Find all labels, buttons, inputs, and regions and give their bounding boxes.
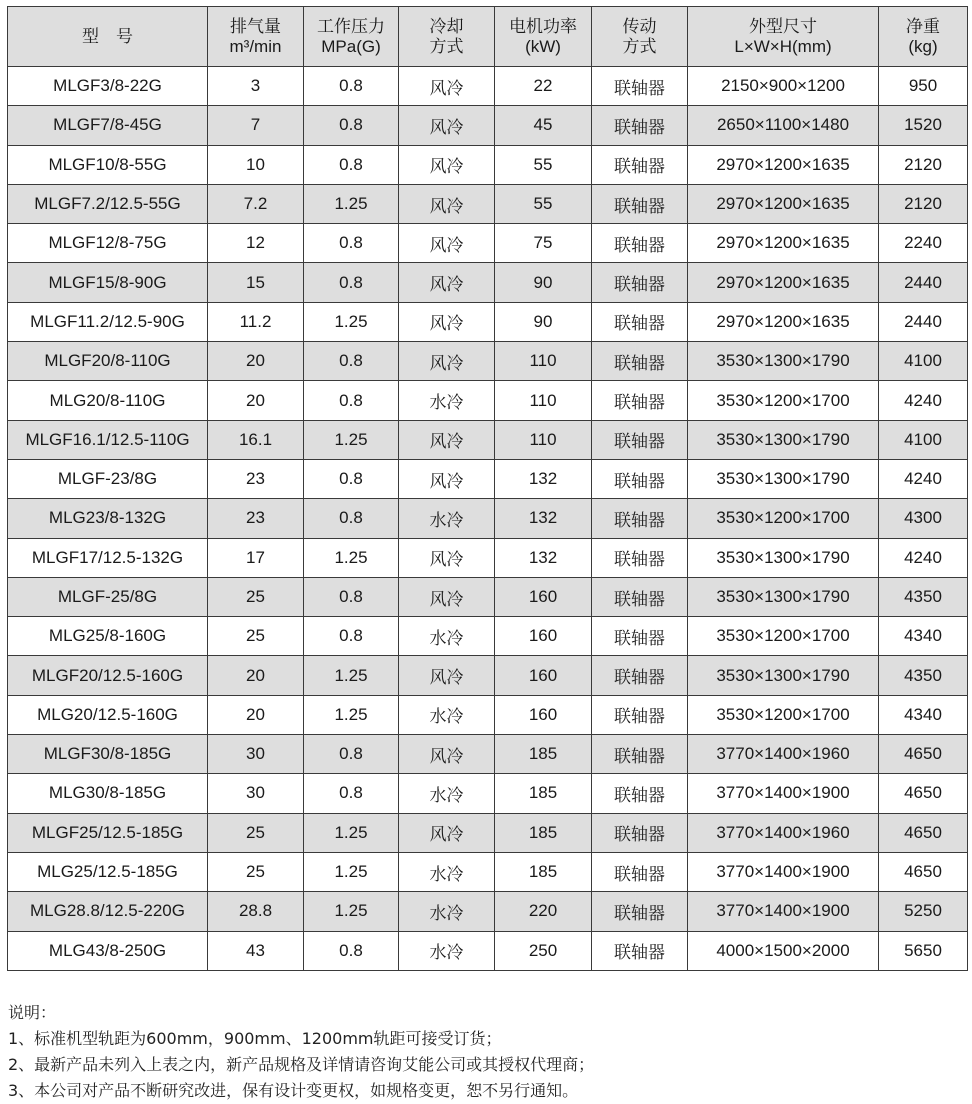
cell-flow: 20 — [208, 381, 304, 420]
cell-dimensions: 3530×1200×1700 — [688, 381, 879, 420]
cell-flow: 17 — [208, 538, 304, 577]
cell-drive: 联轴器 — [592, 774, 688, 813]
cell-power: 160 — [495, 617, 592, 656]
cell-dimensions: 3770×1400×1960 — [688, 735, 879, 774]
cell-weight: 4350 — [879, 577, 968, 616]
cell-drive: 联轴器 — [592, 656, 688, 695]
cell-weight: 4100 — [879, 420, 968, 459]
cell-weight: 1520 — [879, 106, 968, 145]
cell-dimensions: 3530×1300×1790 — [688, 420, 879, 459]
header-weight-line1: 净重 — [906, 16, 940, 36]
cell-dimensions: 2970×1200×1635 — [688, 145, 879, 184]
cell-drive: 联轴器 — [592, 145, 688, 184]
header-power-line2: (kW) — [525, 36, 561, 56]
table-row — [8, 656, 968, 695]
cell-drive: 联轴器 — [592, 342, 688, 381]
table-row — [8, 145, 968, 184]
cell-dimensions: 3530×1300×1790 — [688, 656, 879, 695]
cell-cooling: 风冷 — [399, 342, 495, 381]
cell-drive: 联轴器 — [592, 852, 688, 891]
header-pressure-line1: 工作压力 — [317, 16, 385, 36]
table-row — [8, 499, 968, 538]
cell-flow: 10 — [208, 145, 304, 184]
cell-dimensions: 3530×1300×1790 — [688, 342, 879, 381]
cell-weight: 2120 — [879, 184, 968, 223]
cell-flow: 25 — [208, 852, 304, 891]
table-row — [8, 538, 968, 577]
cell-drive: 联轴器 — [592, 538, 688, 577]
cell-model: MLGF3/8-22G — [8, 67, 208, 106]
cell-pressure: 1.25 — [304, 892, 399, 931]
cell-power: 132 — [495, 499, 592, 538]
cell-power: 110 — [495, 381, 592, 420]
cell-flow: 23 — [208, 459, 304, 498]
cell-dimensions: 2150×900×1200 — [688, 67, 879, 106]
cell-model: MLGF15/8-90G — [8, 263, 208, 302]
cell-power: 185 — [495, 852, 592, 891]
cell-drive: 联轴器 — [592, 67, 688, 106]
header-weight-line2: (kg) — [908, 36, 938, 56]
table-row — [8, 892, 968, 931]
cell-weight: 5250 — [879, 892, 968, 931]
header-flow — [208, 7, 304, 67]
cell-weight: 2120 — [879, 145, 968, 184]
cell-model: MLG20/8-110G — [8, 381, 208, 420]
header-pressure — [304, 7, 399, 67]
cell-model: MLGF20/12.5-160G — [8, 656, 208, 695]
cell-pressure: 0.8 — [304, 263, 399, 302]
cell-dimensions: 3770×1400×1900 — [688, 774, 879, 813]
cell-weight: 2440 — [879, 263, 968, 302]
cell-model: MLG25/8-160G — [8, 617, 208, 656]
cell-drive: 联轴器 — [592, 302, 688, 341]
header-row — [8, 7, 968, 67]
cell-drive: 联轴器 — [592, 695, 688, 734]
cell-dimensions: 2970×1200×1635 — [688, 224, 879, 263]
cell-flow: 20 — [208, 342, 304, 381]
cell-dimensions: 4000×1500×2000 — [688, 931, 879, 970]
cell-power: 132 — [495, 538, 592, 577]
cell-flow: 25 — [208, 577, 304, 616]
cell-power: 55 — [495, 184, 592, 223]
cell-model: MLGF11.2/12.5-90G — [8, 302, 208, 341]
cell-flow: 30 — [208, 735, 304, 774]
cell-power: 160 — [495, 656, 592, 695]
cell-model: MLG43/8-250G — [8, 931, 208, 970]
cell-cooling: 水冷 — [399, 774, 495, 813]
cell-weight: 4350 — [879, 656, 968, 695]
cell-cooling: 水冷 — [399, 499, 495, 538]
cell-power: 160 — [495, 577, 592, 616]
cell-drive: 联轴器 — [592, 931, 688, 970]
cell-power: 55 — [495, 145, 592, 184]
cell-drive: 联轴器 — [592, 892, 688, 931]
table-row — [8, 459, 968, 498]
table-row — [8, 813, 968, 852]
cell-drive: 联轴器 — [592, 420, 688, 459]
header-model — [8, 7, 208, 67]
cell-pressure: 0.8 — [304, 459, 399, 498]
cell-pressure: 1.25 — [304, 420, 399, 459]
cell-dimensions: 3770×1400×1900 — [688, 852, 879, 891]
cell-model: MLGF17/12.5-132G — [8, 538, 208, 577]
cell-pressure: 1.25 — [304, 852, 399, 891]
cell-flow: 20 — [208, 656, 304, 695]
cell-power: 185 — [495, 813, 592, 852]
cell-power: 185 — [495, 774, 592, 813]
cell-model: MLGF12/8-75G — [8, 224, 208, 263]
cell-dimensions: 3530×1300×1790 — [688, 577, 879, 616]
cell-cooling: 风冷 — [399, 459, 495, 498]
cell-drive: 联轴器 — [592, 735, 688, 774]
cell-drive: 联轴器 — [592, 459, 688, 498]
cell-flow: 30 — [208, 774, 304, 813]
cell-pressure: 1.25 — [304, 813, 399, 852]
cell-pressure: 1.25 — [304, 538, 399, 577]
cell-flow: 7.2 — [208, 184, 304, 223]
cell-drive: 联轴器 — [592, 577, 688, 616]
cell-model: MLG30/8-185G — [8, 774, 208, 813]
cell-model: MLGF30/8-185G — [8, 735, 208, 774]
table-row — [8, 577, 968, 616]
cell-weight: 5650 — [879, 931, 968, 970]
header-drive-line2: 方式 — [622, 36, 657, 56]
table-row — [8, 774, 968, 813]
cell-pressure: 0.8 — [304, 67, 399, 106]
spec-table — [7, 6, 968, 971]
header-cooling-line1: 冷却 — [429, 16, 464, 36]
cell-pressure: 1.25 — [304, 184, 399, 223]
cell-dimensions: 2970×1200×1635 — [688, 263, 879, 302]
cell-pressure: 0.8 — [304, 735, 399, 774]
cell-dimensions: 3530×1200×1700 — [688, 617, 879, 656]
cell-cooling: 风冷 — [399, 302, 495, 341]
cell-cooling: 水冷 — [399, 617, 495, 656]
note-item-1: 1、标准机型轨距为600mm，900mm、1200mm轨距可接受订货； — [8, 1029, 502, 1048]
cell-drive: 联轴器 — [592, 224, 688, 263]
cell-weight: 4340 — [879, 617, 968, 656]
cell-cooling: 水冷 — [399, 892, 495, 931]
cell-drive: 联轴器 — [592, 184, 688, 223]
cell-cooling: 风冷 — [399, 145, 495, 184]
cell-drive: 联轴器 — [592, 617, 688, 656]
table-body — [8, 67, 968, 971]
cell-drive: 联轴器 — [592, 813, 688, 852]
cell-model: MLGF7.2/12.5-55G — [8, 184, 208, 223]
cell-power: 110 — [495, 420, 592, 459]
notes — [8, 1000, 594, 1104]
cell-power: 185 — [495, 735, 592, 774]
cell-weight: 4650 — [879, 735, 968, 774]
cell-cooling: 水冷 — [399, 931, 495, 970]
table-row — [8, 342, 968, 381]
table-row — [8, 381, 968, 420]
cell-power: 22 — [495, 67, 592, 106]
table-header — [8, 7, 968, 67]
header-flow-line2: m³/min — [229, 36, 282, 56]
cell-cooling: 风冷 — [399, 67, 495, 106]
cell-cooling: 水冷 — [399, 381, 495, 420]
cell-dimensions: 3530×1200×1700 — [688, 499, 879, 538]
cell-dimensions: 3770×1400×1900 — [688, 892, 879, 931]
cell-power: 90 — [495, 263, 592, 302]
table-row — [8, 184, 968, 223]
cell-drive: 联轴器 — [592, 263, 688, 302]
header-cooling-line2: 方式 — [429, 36, 464, 56]
cell-power: 90 — [495, 302, 592, 341]
cell-flow: 25 — [208, 617, 304, 656]
header-drive-line1: 传动 — [622, 16, 657, 36]
cell-model: MLGF20/8-110G — [8, 342, 208, 381]
cell-pressure: 0.8 — [304, 145, 399, 184]
cell-flow: 11.2 — [208, 302, 304, 341]
cell-cooling: 风冷 — [399, 577, 495, 616]
cell-dimensions: 3770×1400×1960 — [688, 813, 879, 852]
cell-cooling: 风冷 — [399, 263, 495, 302]
table-row — [8, 735, 968, 774]
cell-model: MLG25/12.5-185G — [8, 852, 208, 891]
cell-drive: 联轴器 — [592, 106, 688, 145]
cell-weight: 4650 — [879, 852, 968, 891]
cell-pressure: 0.8 — [304, 106, 399, 145]
cell-power: 220 — [495, 892, 592, 931]
cell-cooling: 风冷 — [399, 813, 495, 852]
cell-model: MLGF-23/8G — [8, 459, 208, 498]
header-pressure-line2: MPa(G) — [321, 36, 381, 56]
cell-weight: 4650 — [879, 813, 968, 852]
cell-cooling: 风冷 — [399, 735, 495, 774]
cell-model: MLGF16.1/12.5-110G — [8, 420, 208, 459]
header-cooling — [399, 7, 495, 67]
cell-model: MLGF-25/8G — [8, 577, 208, 616]
note-item-3: 3、本公司对产品不断研究改进，保有设计变更权，如规格变更，恕不另行通知。 — [8, 1081, 579, 1100]
cell-model: MLGF7/8-45G — [8, 106, 208, 145]
table-row — [8, 695, 968, 734]
cell-flow: 16.1 — [208, 420, 304, 459]
cell-power: 110 — [495, 342, 592, 381]
cell-weight: 4650 — [879, 774, 968, 813]
cell-cooling: 风冷 — [399, 184, 495, 223]
table-row — [8, 931, 968, 970]
cell-pressure: 0.8 — [304, 774, 399, 813]
cell-weight: 4300 — [879, 499, 968, 538]
cell-pressure: 0.8 — [304, 617, 399, 656]
notes-title: 说明： — [8, 1003, 57, 1022]
cell-flow: 20 — [208, 695, 304, 734]
cell-pressure: 1.25 — [304, 302, 399, 341]
cell-weight: 2240 — [879, 224, 968, 263]
table-row — [8, 302, 968, 341]
cell-weight: 950 — [879, 67, 968, 106]
cell-cooling: 风冷 — [399, 656, 495, 695]
cell-cooling: 风冷 — [399, 538, 495, 577]
cell-pressure: 0.8 — [304, 381, 399, 420]
cell-flow: 43 — [208, 931, 304, 970]
cell-dimensions: 2970×1200×1635 — [688, 302, 879, 341]
header-weight — [879, 7, 968, 67]
cell-cooling: 水冷 — [399, 695, 495, 734]
cell-dimensions: 3530×1200×1700 — [688, 695, 879, 734]
cell-cooling: 水冷 — [399, 852, 495, 891]
table-row — [8, 420, 968, 459]
table-row — [8, 67, 968, 106]
cell-cooling: 风冷 — [399, 224, 495, 263]
header-drive — [592, 7, 688, 67]
cell-pressure: 0.8 — [304, 577, 399, 616]
cell-flow: 12 — [208, 224, 304, 263]
cell-cooling: 风冷 — [399, 420, 495, 459]
cell-power: 132 — [495, 459, 592, 498]
cell-model: MLG20/12.5-160G — [8, 695, 208, 734]
table-row — [8, 263, 968, 302]
cell-flow: 25 — [208, 813, 304, 852]
header-power-line1: 电机功率 — [509, 16, 577, 36]
cell-pressure: 0.8 — [304, 931, 399, 970]
cell-flow: 7 — [208, 106, 304, 145]
cell-flow: 3 — [208, 67, 304, 106]
cell-dimensions: 3530×1300×1790 — [688, 459, 879, 498]
cell-pressure: 1.25 — [304, 656, 399, 695]
cell-dimensions: 2650×1100×1480 — [688, 106, 879, 145]
cell-flow: 23 — [208, 499, 304, 538]
header-dimensions-line1: 外型尺寸 — [749, 16, 817, 36]
table-row — [8, 106, 968, 145]
cell-model: MLG28.8/12.5-220G — [8, 892, 208, 931]
cell-model: MLGF25/12.5-185G — [8, 813, 208, 852]
header-flow-line1: 排气量 — [230, 16, 281, 36]
cell-weight: 4340 — [879, 695, 968, 734]
header-model-line1: 型 号 — [82, 26, 133, 46]
cell-weight: 2440 — [879, 302, 968, 341]
cell-drive: 联轴器 — [592, 381, 688, 420]
cell-cooling: 风冷 — [399, 106, 495, 145]
cell-flow: 28.8 — [208, 892, 304, 931]
table-row — [8, 852, 968, 891]
cell-power: 160 — [495, 695, 592, 734]
cell-power: 75 — [495, 224, 592, 263]
cell-model: MLG23/8-132G — [8, 499, 208, 538]
cell-pressure: 0.8 — [304, 224, 399, 263]
table-row — [8, 224, 968, 263]
note-item-2: 2、最新产品未列入上表之内，新产品规格及详情请咨询艾能公司或其授权代理商； — [8, 1055, 595, 1074]
table-row — [8, 617, 968, 656]
cell-model: MLGF10/8-55G — [8, 145, 208, 184]
cell-pressure: 0.8 — [304, 499, 399, 538]
cell-pressure: 1.25 — [304, 695, 399, 734]
cell-dimensions: 2970×1200×1635 — [688, 184, 879, 223]
cell-drive: 联轴器 — [592, 499, 688, 538]
cell-power: 250 — [495, 931, 592, 970]
cell-weight: 4240 — [879, 381, 968, 420]
header-dimensions — [688, 7, 879, 67]
cell-flow: 15 — [208, 263, 304, 302]
header-dimensions-line2: L×W×H(mm) — [734, 36, 832, 56]
cell-weight: 4240 — [879, 459, 968, 498]
header-power — [495, 7, 592, 67]
cell-dimensions: 3530×1300×1790 — [688, 538, 879, 577]
cell-pressure: 0.8 — [304, 342, 399, 381]
cell-power: 45 — [495, 106, 592, 145]
cell-weight: 4240 — [879, 538, 968, 577]
cell-weight: 4100 — [879, 342, 968, 381]
